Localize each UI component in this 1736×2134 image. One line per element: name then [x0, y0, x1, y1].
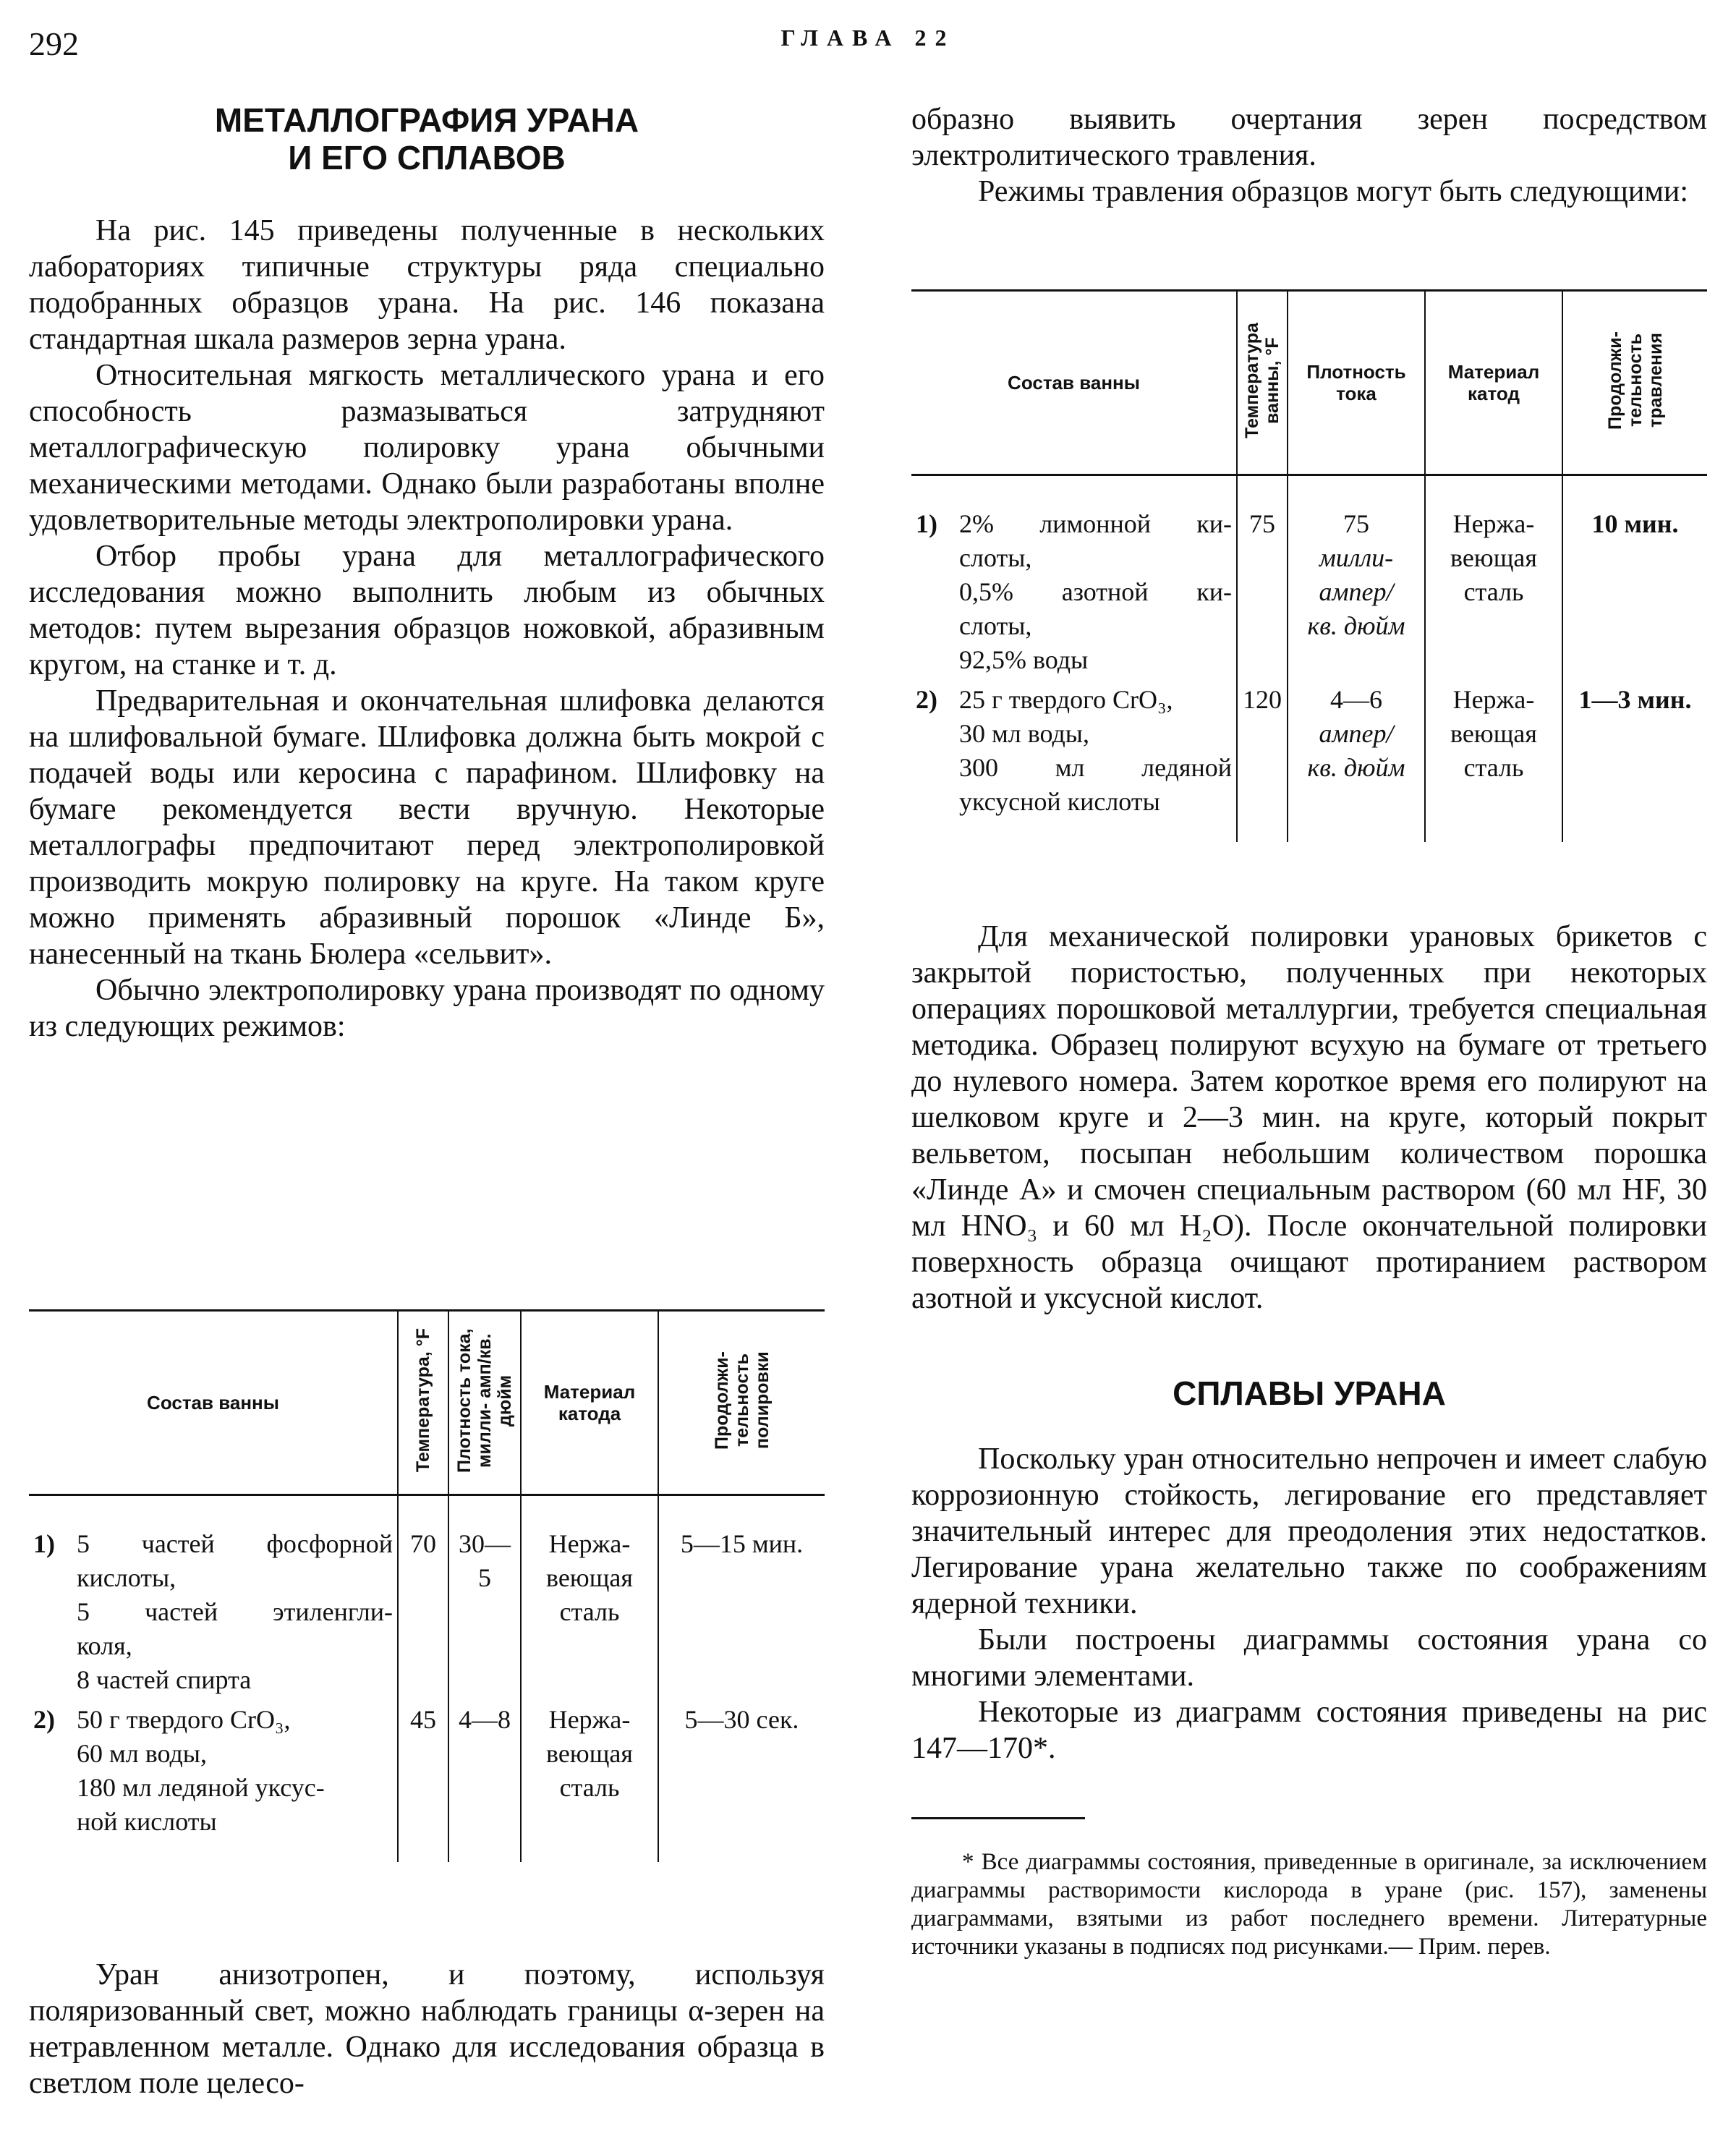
cathode-line: сталь: [1463, 577, 1524, 606]
cathode-line: сталь: [559, 1597, 620, 1626]
row-number: 2): [33, 1704, 55, 1734]
composition-line: 30 мл воды,: [959, 718, 1089, 748]
running-head: ГЛАВА 22: [780, 25, 956, 51]
duration-cell: 1—3 мин.: [1562, 680, 1707, 822]
density-line: 4—6: [1330, 684, 1382, 714]
cathode-line: Нержа-: [548, 1529, 631, 1558]
polishing-table: [29, 1309, 825, 1862]
composition-line: 8 частей спирта: [77, 1665, 252, 1694]
header-composition: Состав ванны: [147, 1392, 279, 1414]
left-column: [29, 101, 825, 1045]
composition-cell: [29, 1700, 398, 1842]
cathode-cell: [1425, 504, 1562, 680]
density-line: ампер/: [1319, 577, 1394, 606]
row-number: 1): [33, 1529, 55, 1558]
row-number: 1): [916, 509, 937, 538]
composition-line: уксусной кислоты: [959, 786, 1160, 816]
composition-line: 5 частей фосфорной: [77, 1529, 393, 1558]
header-density: Плотность тока: [1288, 291, 1425, 475]
density-line: милли-: [1319, 543, 1394, 572]
density-cell: [1288, 680, 1425, 822]
header-density-text: Плотность тока, милли- амп/кв. дюйм: [454, 1328, 515, 1473]
cathode-line: веющая: [1450, 543, 1537, 572]
composition-line: слоты,: [959, 543, 1032, 572]
header-duration: [658, 1311, 825, 1495]
section-title-metallography: [29, 101, 825, 177]
cathode-line: Нержа-: [1452, 684, 1535, 714]
temperature-cell: 45: [398, 1700, 448, 1842]
density-line: кв. дюйм: [1307, 611, 1405, 640]
header-temperature-text: Температура, °F: [413, 1328, 433, 1473]
cathode-line: веющая: [546, 1563, 633, 1592]
header-temperature-text: Температура ванны, °F: [1242, 323, 1282, 438]
composition-cell: [911, 504, 1237, 680]
title-line-2: И ЕГО СПЛАВОВ: [288, 139, 566, 177]
table-row: [29, 1700, 825, 1842]
density-cell: 4—8: [448, 1700, 521, 1842]
header-cathode: Материал катода: [521, 1311, 658, 1495]
composition-line: коля,: [77, 1631, 132, 1660]
paragraph: Отбор пробы урана для металлографического исследования можно выполнить любым из обычных методов: путем вырезания образцов ножовкой, абразивным кругом, на станке и т. д.: [29, 540, 825, 681]
paragraph: Некоторые из диаграмм состояния приведены на рис 147—170*.: [911, 1696, 1707, 1765]
header-duration-text: Продолжи- тельность травления: [1604, 331, 1666, 430]
header-temperature: [1237, 291, 1288, 475]
table-row: [911, 504, 1707, 680]
page-number: 292: [29, 25, 79, 62]
composition-line: 300 мл ледяной: [959, 752, 1232, 782]
composition-line: 2% лимонной ки-: [959, 509, 1232, 538]
left-column-bottom: [29, 1957, 825, 2101]
composition-line: кислоты,: [77, 1563, 176, 1592]
paragraph: На рис. 145 приведены полученные в нескольких лабораториях типичные структуры ряда специально подобранных образцов урана. На рис. 146 показана стандартная шкала размеров зерна урана.: [29, 214, 825, 356]
cathode-line: Нержа-: [548, 1704, 631, 1734]
density-line: ампер/: [1319, 718, 1394, 748]
composition-line: слоты,: [959, 611, 1032, 640]
table-row: [29, 1524, 825, 1700]
table-header-row: [911, 291, 1707, 475]
duration-cell: 10 мин.: [1562, 504, 1707, 680]
duration-cell: 5—15 мин.: [658, 1524, 825, 1700]
density-cell: 30—5: [448, 1524, 521, 1700]
paragraph: Были построены диаграммы состояния урана со многими элементами.: [911, 1623, 1707, 1693]
paragraph: Уран анизотропен, и поэтому, используя поляризованный свет, можно наблюдать границы α-зерен на нетравленном металле. Однако для исследования образца в светлом поле целесо-: [29, 1958, 825, 2100]
composition-line: 25 г твердого CrO₃,: [959, 684, 1173, 714]
cathode-line: сталь: [559, 1772, 620, 1802]
cathode-line: веющая: [546, 1738, 633, 1768]
temperature-cell: 75: [1237, 504, 1288, 680]
right-column-bottom: [911, 919, 1707, 1961]
composition-line: ной кислоты: [77, 1806, 217, 1836]
composition-line: 92,5% воды: [959, 645, 1089, 674]
cathode-line: веющая: [1450, 718, 1537, 748]
table-row: [911, 680, 1707, 822]
density-cell: [1288, 504, 1425, 680]
section-title-alloys: СПЛАВЫ УРАНА: [1173, 1374, 1446, 1412]
paragraph: Обычно электрополировку урана производят по одному из следующих режимов:: [29, 974, 825, 1043]
composition-cell: [29, 1524, 398, 1700]
header-temperature: [398, 1311, 448, 1495]
duration-cell: 5—30 сек.: [658, 1700, 825, 1842]
footnote: * Все диаграммы состояния, приведенные в оригинале, за исключением диаграммы растворимости кислорода в уране (рис. 157), заменены диаграммами, взятыми из работ последнего времени. Литературные источники указаны в подписях под рисунками.— Прим. перев.: [911, 1849, 1707, 1960]
paragraph: образно выявить очертания зерен посредством электролитического травления.: [911, 103, 1707, 172]
header-duration-text: Продолжи- тельность полировки: [711, 1351, 773, 1450]
header-cathode: Материал катод: [1425, 291, 1562, 475]
cathode-cell: [521, 1700, 658, 1842]
header-density: [448, 1311, 521, 1495]
paragraph: Режимы травления образцов могут быть следующими:: [978, 175, 1689, 208]
polishing-table-wrap: [29, 1309, 825, 1862]
cathode-line: сталь: [1463, 752, 1524, 782]
composition-line: 5 частей этиленгли-: [77, 1597, 393, 1626]
composition-line: 0,5% азотной ки-: [959, 577, 1232, 606]
table-header-row: [29, 1311, 825, 1495]
temperature-cell: 70: [398, 1524, 448, 1700]
paragraph: Поскольку уран относительно непрочен и имеет слабую коррозионную стойкость, легирование его представляет значительный интерес для преодоления этих недостатков. Легирование урана желательно также по соображениям ядерной техники.: [911, 1442, 1707, 1620]
cathode-cell: [521, 1524, 658, 1700]
paragraph: Для механической полировки урановых брикетов с закрытой пористостью, полученных при некоторых операциях порошковой металлургии, требуется специальная методика. Образец полируют всухую на бумаге от третьего до нулевого номера. Затем короткое время его полируют на шелковом круге и 2—3 мин. на круге, который покрыт вельветом, посыпан небольшим количеством порошка «Линде А» и смочен специальным раствором (60 мл HF, 30 мл HNO₃ и 60 мл H₂O). После окончательной полировки поверхность образца очищают протиранием раствором азотной и уксусной кислот.: [911, 920, 1707, 1315]
composition-cell: [911, 680, 1237, 822]
paragraph: Относительная мягкость металлического урана и его способность размазываться затрудняют металлографическую полировку урана обычными механическими методами. Однако были разработаны вполне удовлетворительные методы электрополировки урана.: [29, 359, 825, 537]
composition-line: 180 мл ледяной уксус-: [77, 1772, 325, 1802]
composition-line: 60 мл воды,: [77, 1738, 207, 1768]
etching-table-wrap: [911, 289, 1707, 842]
row-number: 2): [916, 684, 937, 714]
right-column-top: [911, 101, 1707, 210]
density-line: 75: [1343, 509, 1369, 538]
header-duration: [1562, 291, 1707, 475]
title-line-1: МЕТАЛЛОГРАФИЯ УРАНА: [214, 101, 639, 139]
temperature-cell: 120: [1237, 680, 1288, 822]
cathode-cell: [1425, 680, 1562, 822]
etching-table: [911, 289, 1707, 842]
composition-line: 50 г твердого CrO₃,: [77, 1704, 291, 1734]
cathode-line: Нержа-: [1452, 509, 1535, 538]
paragraph: Предварительная и окончательная шлифовка делаются на шлифовальной бумаге. Шлифовка должна быть мокрой с подачей воды или керосина с парафином. Шлифовку на бумаге рекомендуется вести вручную. Некоторые металлографы предпочитают перед электрополировкой производить мокрую полировку на круге. На таком круге можно применять абразивный порошок «Линде Б», нанесенный на ткань Бюлера «сельвит».: [29, 684, 825, 971]
header-composition: Состав ванны: [1008, 372, 1140, 394]
density-line: кв. дюйм: [1307, 752, 1405, 782]
